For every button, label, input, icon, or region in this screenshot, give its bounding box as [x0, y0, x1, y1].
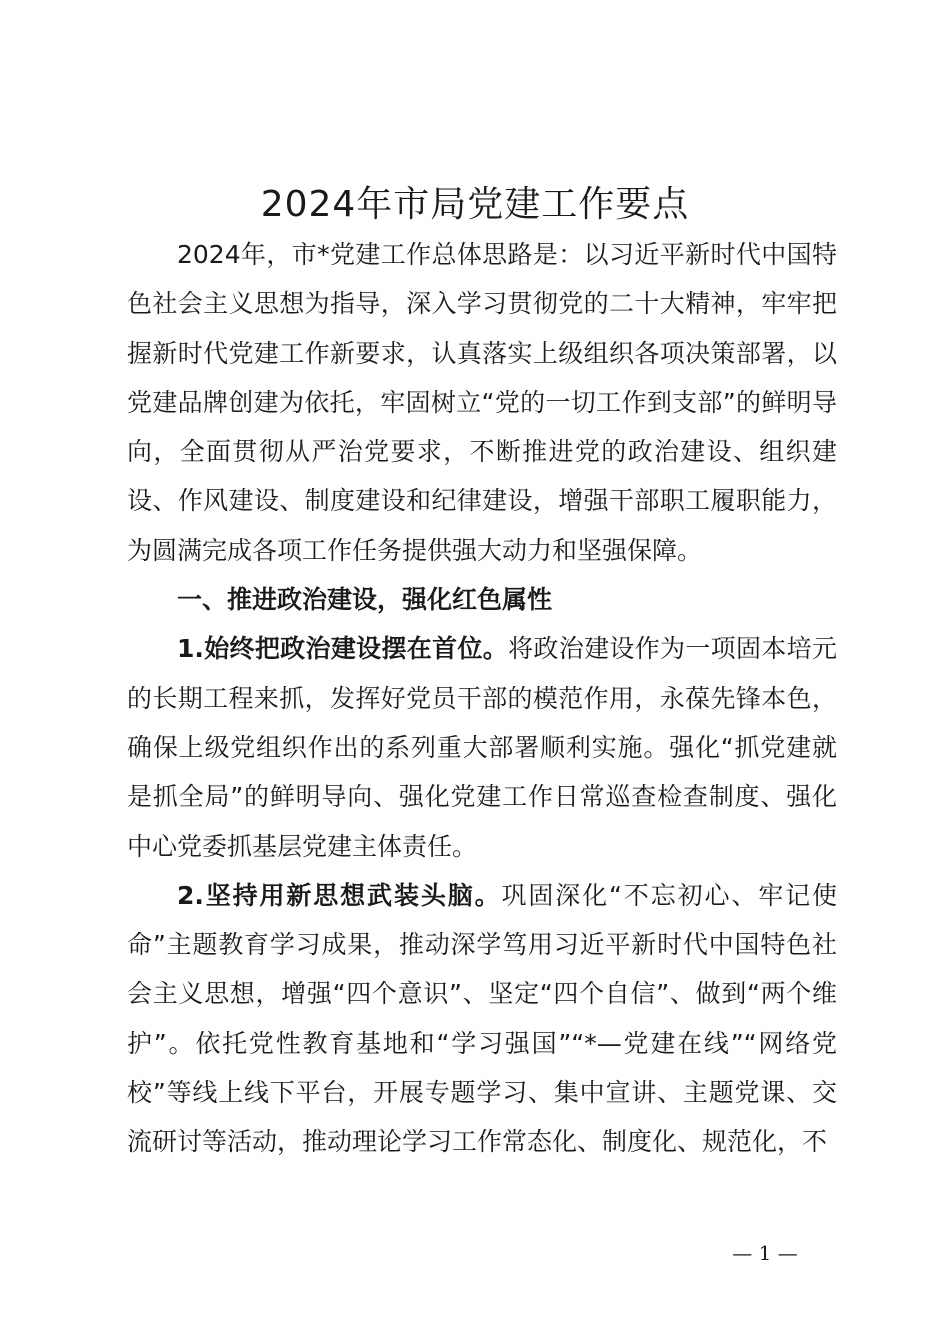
document-body	[127, 230, 837, 1167]
page-number: — 1 —	[732, 1241, 798, 1265]
document-title: 2024年市局党建工作要点	[260, 184, 690, 225]
item-lead-1: 1.始终把政治建设摆在首位。	[177, 634, 509, 664]
item-lead-2: 2.坚持用新思想武装头脑。	[177, 880, 502, 910]
item-paragraph-1	[127, 624, 837, 870]
item-body-2: 巩固深化“不忘初心、牢记使命”主题教育学习成果，推动深学笃用习近平新时代中国特色社会主义思想，增强“四个意识”、坚定“四个自信”、做到“两个维护”。依托党性教育基地和“学习强国”“*—党建在线”“网络党校”等线上线下平台，开展专题学习、集中宣讲、主题党课、交流研讨等活动，推动理论学习工作常态化、制度化、规范化，不	[127, 880, 837, 1157]
item-paragraph-2	[127, 871, 837, 1167]
intro-paragraph: 2024年，市*党建工作总体思路是：以习近平新时代中国特色社会主义思想为指导，深入学习贯彻党的二十大精神，牢牢把握新时代党建工作新要求，认真落实上级组织各项决策部署，以党建品牌创建为依托，牢固树立“党的一切工作到支部”的鲜明导向，全面贯彻从严治党要求，不断推进党的政治建设、组织建设、作风建设、制度建设和纪律建设，增强干部职工履职能力，为圆满完成各项工作任务提供强大动力和坚强保障。	[127, 240, 837, 565]
item-body-1: 将政治建设作为一项固本培元的长期工程来抓，发挥好党员干部的模范作用，永葆先锋本色，确保上级党组织作出的系列重大部署顺利实施。强化“抓党建就是抓全局”的鲜明导向、强化党建工作日常巡查检查制度、强化中心党委抓基层党建主体责任。	[127, 634, 837, 861]
section-heading-1: 一、推进政治建设，强化红色属性	[177, 585, 553, 615]
